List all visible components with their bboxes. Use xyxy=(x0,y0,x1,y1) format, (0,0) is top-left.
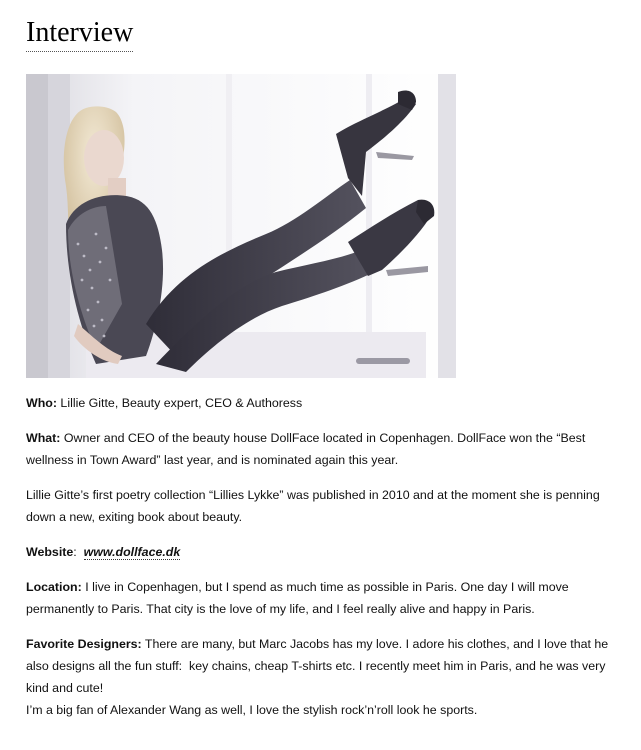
who-paragraph xyxy=(26,392,626,414)
who-text: Lillie Gitte, Beauty expert, CEO & Authoress xyxy=(60,396,303,410)
poetry-text: Lillie Gitte’s first poetry collection “Lillies Lykke” was published in 2010 and at the moment she is penning down a new, exiting book about beauty. xyxy=(26,488,600,524)
designers-label: Favorite Designers: xyxy=(26,637,142,651)
website-link[interactable]: www.dollface.dk xyxy=(83,545,181,559)
website-colon: : xyxy=(73,545,77,559)
location-label: Location: xyxy=(26,580,82,594)
location-paragraph xyxy=(26,576,626,620)
interview-photo xyxy=(26,74,456,378)
location-text: I live in Copenhagen, but I spend as much time as possible in Paris. One day I will move permanently to Paris. That city is the love of my life, and I feel really alive and happy in Paris. xyxy=(26,580,569,616)
page-title: Interview xyxy=(26,16,133,52)
what-text: Owner and CEO of the beauty house DollFace located in Copenhagen. DollFace won the “Best wellness in Town Award” last year, and is nominated again this year. xyxy=(26,431,586,467)
designers-text: There are many, but Marc Jacobs has my love. I adore his clothes, and I love that he also designs all the fun stuff: key chains, cheap T-shirts etc. I recently meet him in Paris, and he was very kind and cute! xyxy=(26,637,609,695)
website-paragraph xyxy=(26,541,626,563)
portrait-image xyxy=(26,74,456,378)
designers-text-2: I’m a big fan of Alexander Wang as well, I love the stylish rock’n’roll look he sports. xyxy=(26,703,478,717)
designers-paragraph xyxy=(26,633,626,721)
website-label: Website xyxy=(26,545,74,559)
what-label: What: xyxy=(26,431,61,445)
who-label: Who: xyxy=(26,396,57,410)
interview-text xyxy=(26,392,626,734)
what-paragraph xyxy=(26,427,626,471)
poetry-paragraph xyxy=(26,484,626,528)
